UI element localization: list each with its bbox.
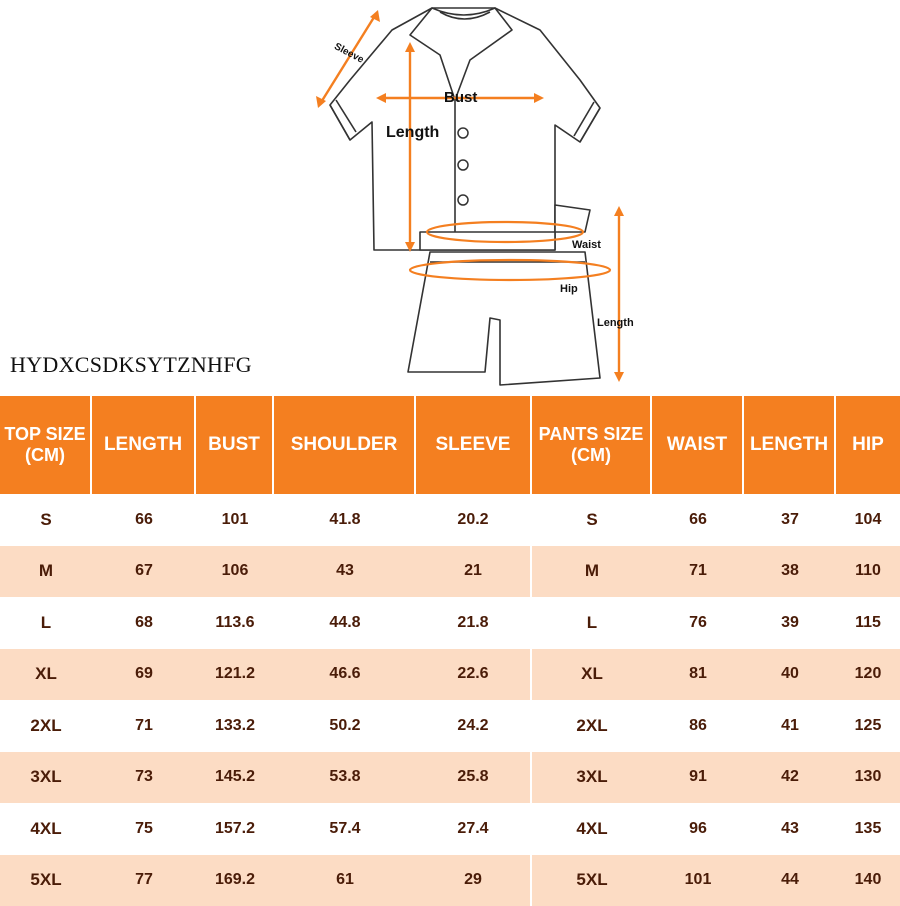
table-row — [532, 649, 900, 701]
size-cell: 5XL — [0, 855, 92, 906]
waist-cell: 76 — [652, 597, 744, 649]
table-row — [532, 855, 900, 906]
table-row — [0, 546, 530, 598]
hip-cell: 130 — [836, 752, 900, 804]
shoulder-cell: 41.8 — [274, 494, 416, 546]
table-row — [0, 649, 530, 701]
table-row — [532, 803, 900, 855]
length-cell: 68 — [92, 597, 196, 649]
length-cell: 39 — [744, 597, 836, 649]
length-cell: 43 — [744, 803, 836, 855]
size-cell: 4XL — [532, 803, 652, 855]
shoulder-cell: 57.4 — [274, 803, 416, 855]
bust-cell: 113.6 — [196, 597, 274, 649]
waist-cell: 91 — [652, 752, 744, 804]
garment-diagram — [0, 0, 900, 392]
size-cell: M — [0, 546, 92, 598]
hip-cell: 120 — [836, 649, 900, 701]
length-cell: 38 — [744, 546, 836, 598]
table-row — [0, 855, 530, 906]
waist-cell: 66 — [652, 494, 744, 546]
length-cell: 41 — [744, 700, 836, 752]
sleeve-cell: 21.8 — [416, 597, 530, 649]
table-row — [0, 803, 530, 855]
top-table-header — [0, 396, 530, 494]
bust-cell: 145.2 — [196, 752, 274, 804]
sleeve-cell: 24.2 — [416, 700, 530, 752]
bust-label: Bust — [444, 89, 477, 106]
size-cell: L — [532, 597, 652, 649]
sleeve-cell: 22.6 — [416, 649, 530, 701]
shoulder-cell: 53.8 — [274, 752, 416, 804]
size-cell: S — [532, 494, 652, 546]
waist-cell: 86 — [652, 700, 744, 752]
length-cell: 71 — [92, 700, 196, 752]
top-header-bust: BUST — [196, 396, 274, 494]
length-cell: 44 — [744, 855, 836, 906]
table-row — [532, 494, 900, 546]
size-cell: S — [0, 494, 92, 546]
hip-cell: 140 — [836, 855, 900, 906]
sleeve-cell: 27.4 — [416, 803, 530, 855]
bust-cell: 121.2 — [196, 649, 274, 701]
length-cell: 73 — [92, 752, 196, 804]
size-cell: L — [0, 597, 92, 649]
length-cell: 69 — [92, 649, 196, 701]
sleeve-label: Sleeve — [332, 41, 365, 66]
pants-header-length: LENGTH — [744, 396, 836, 494]
shoulder-cell: 61 — [274, 855, 416, 906]
size-cell: 3XL — [0, 752, 92, 804]
pants-header-waist: WAIST — [652, 396, 744, 494]
pants-table-body — [532, 494, 900, 906]
length-cell: 67 — [92, 546, 196, 598]
waist-cell: 71 — [652, 546, 744, 598]
pants-length-label: Length — [597, 317, 634, 329]
sleeve-cell: 20.2 — [416, 494, 530, 546]
shoulder-cell: 43 — [274, 546, 416, 598]
bust-cell: 133.2 — [196, 700, 274, 752]
sleeve-cell: 29 — [416, 855, 530, 906]
size-cell: XL — [0, 649, 92, 701]
length-cell: 42 — [744, 752, 836, 804]
hip-cell: 135 — [836, 803, 900, 855]
table-row — [0, 700, 530, 752]
table-row — [0, 597, 530, 649]
hip-cell: 115 — [836, 597, 900, 649]
bust-cell: 169.2 — [196, 855, 274, 906]
table-row — [532, 597, 900, 649]
size-cell: M — [532, 546, 652, 598]
size-cell: 5XL — [532, 855, 652, 906]
pants-header-hip: HIP — [836, 396, 900, 494]
shoulder-cell: 50.2 — [274, 700, 416, 752]
table-row — [0, 752, 530, 804]
bust-cell: 101 — [196, 494, 274, 546]
size-cell: 3XL — [532, 752, 652, 804]
top-table-body — [0, 494, 530, 906]
table-row — [532, 700, 900, 752]
top-length-label: Length — [386, 124, 439, 142]
table-row — [532, 546, 900, 598]
waist-cell: 101 — [652, 855, 744, 906]
length-cell: 75 — [92, 803, 196, 855]
length-cell: 37 — [744, 494, 836, 546]
pants-header-size: PANTS SIZE (CM) — [532, 396, 652, 494]
top-header-size: TOP SIZE (CM) — [0, 396, 92, 494]
table-row — [0, 494, 530, 546]
sleeve-cell: 21 — [416, 546, 530, 598]
length-cell: 66 — [92, 494, 196, 546]
pants-table-header — [532, 396, 900, 494]
shoulder-cell: 44.8 — [274, 597, 416, 649]
length-cell: 77 — [92, 855, 196, 906]
size-cell: XL — [532, 649, 652, 701]
hip-label: Hip — [560, 283, 578, 295]
bust-cell: 157.2 — [196, 803, 274, 855]
pajama-illustration — [0, 0, 900, 392]
table-row — [532, 752, 900, 804]
hip-cell: 125 — [836, 700, 900, 752]
hip-cell: 110 — [836, 546, 900, 598]
size-cell: 2XL — [0, 700, 92, 752]
brand-text: HYDXCSDKSYTZNHFG — [10, 352, 252, 378]
top-size-table — [0, 396, 530, 900]
top-header-shoulder: SHOULDER — [274, 396, 416, 494]
hip-cell: 104 — [836, 494, 900, 546]
length-cell: 40 — [744, 649, 836, 701]
waist-cell: 81 — [652, 649, 744, 701]
pants-size-table — [532, 396, 900, 900]
top-header-length: LENGTH — [92, 396, 196, 494]
shoulder-cell: 46.6 — [274, 649, 416, 701]
waist-label: Waist — [572, 239, 601, 251]
size-cell: 4XL — [0, 803, 92, 855]
top-header-sleeve: SLEEVE — [416, 396, 530, 494]
size-cell: 2XL — [532, 700, 652, 752]
waist-cell: 96 — [652, 803, 744, 855]
sleeve-cell: 25.8 — [416, 752, 530, 804]
bust-cell: 106 — [196, 546, 274, 598]
